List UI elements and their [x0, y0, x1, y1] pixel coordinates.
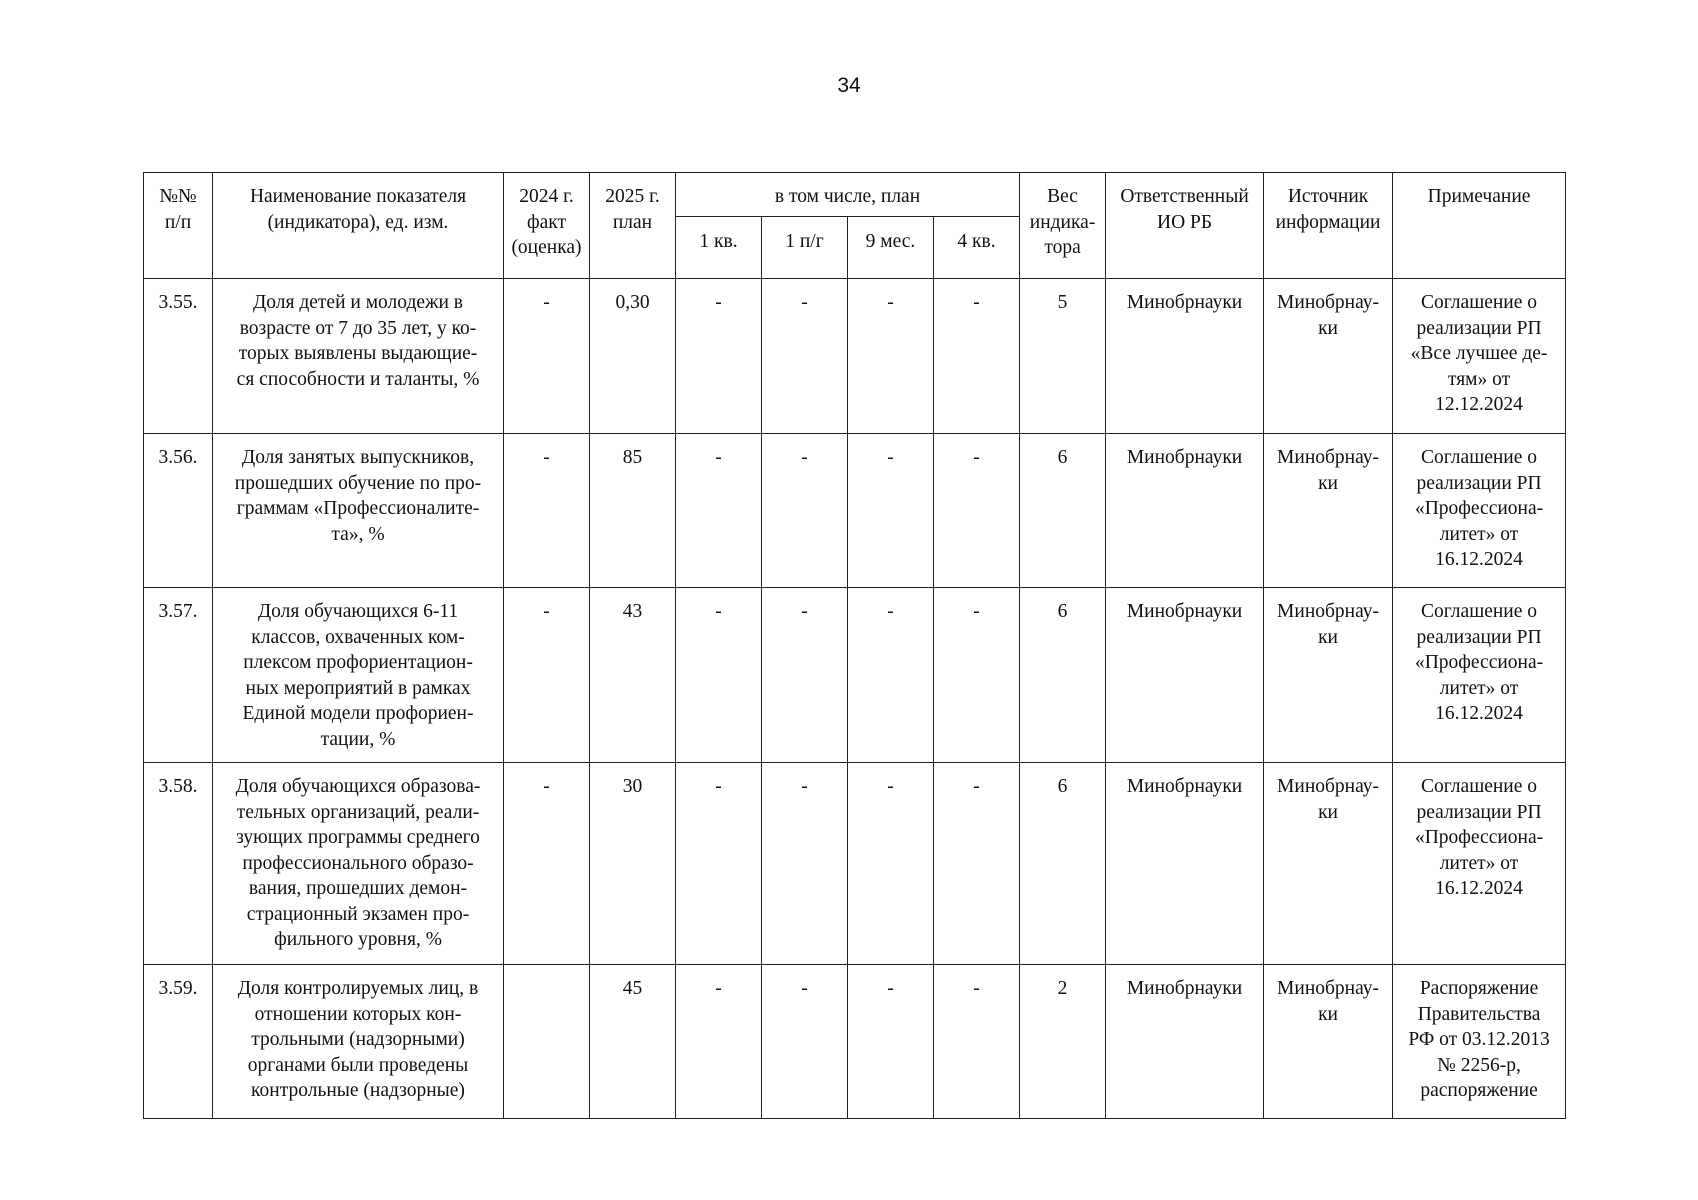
cell-h1: - [762, 965, 848, 1119]
cell-q4: - [934, 965, 1020, 1119]
cell-plan-2025: 43 [590, 588, 676, 763]
cell-h1: - [762, 434, 848, 588]
header-source: Источник информации [1264, 173, 1393, 279]
cell-q4: - [934, 763, 1020, 965]
header-note: Примечание [1393, 173, 1566, 279]
page-number: 34 [837, 74, 861, 97]
cell-q1: - [676, 965, 762, 1119]
cell-num: 3.59. [144, 965, 213, 1119]
cell-q4: - [934, 588, 1020, 763]
cell-9-months: - [848, 763, 934, 965]
cell-name: Доля контролируемых лиц, в отношении которых кон- трольными (надзорными) органами были проведены контрольные (надзорные) [213, 965, 504, 1119]
cell-9-months: - [848, 965, 934, 1119]
cell-plan-2025: 0,30 [590, 279, 676, 434]
cell-q1: - [676, 279, 762, 434]
cell-q1: - [676, 588, 762, 763]
cell-name: Доля занятых выпускников, прошедших обучение по про- граммам «Профессионалите- та», % [213, 434, 504, 588]
table-row [144, 965, 1566, 1119]
cell-name: Доля обучающихся образова- тельных организаций, реали- зующих программы среднего профессионального образо- вания, прошедших демон- страционный экзамен про- фильного уровня, % [213, 763, 504, 965]
header-including-plan: в том числе, план [676, 173, 1020, 217]
cell-fact-2024: - [504, 763, 590, 965]
indicators-table [143, 172, 1566, 1119]
cell-source: Минобрнау- ки [1264, 434, 1393, 588]
header-weight: Вес индика- тора [1020, 173, 1106, 279]
cell-h1: - [762, 588, 848, 763]
cell-fact-2024: - [504, 434, 590, 588]
cell-note: Соглашение о реализации РП «Все лучшее де- тям» от 12.12.2024 [1393, 279, 1566, 434]
header-q4: 4 кв. [934, 217, 1020, 279]
cell-9-months: - [848, 434, 934, 588]
cell-name: Доля обучающихся 6-11 классов, охваченных ком- плексом профориентацион- ных мероприятий в рамках Единой модели профориен- тации, % [213, 588, 504, 763]
cell-fact-2024: - [504, 588, 590, 763]
cell-weight: 2 [1020, 965, 1106, 1119]
cell-q4: - [934, 434, 1020, 588]
cell-note: Распоряжение Правительства РФ от 03.12.2013 № 2256-р, распоряжение [1393, 965, 1566, 1119]
cell-9-months: - [848, 588, 934, 763]
cell-responsible: Минобрнауки [1106, 434, 1264, 588]
cell-num: 3.58. [144, 763, 213, 965]
cell-weight: 6 [1020, 763, 1106, 965]
header-h1: 1 п/г [762, 217, 848, 279]
cell-h1: - [762, 763, 848, 965]
header-num: №№ п/п [144, 173, 213, 279]
cell-weight: 5 [1020, 279, 1106, 434]
cell-source: Минобрнау- ки [1264, 588, 1393, 763]
cell-responsible: Минобрнауки [1106, 965, 1264, 1119]
table-row [144, 434, 1566, 588]
cell-plan-2025: 45 [590, 965, 676, 1119]
cell-note: Соглашение о реализации РП «Профессиона- литет» от 16.12.2024 [1393, 763, 1566, 965]
cell-note: Соглашение о реализации РП «Профессиона- литет» от 16.12.2024 [1393, 434, 1566, 588]
cell-q4: - [934, 279, 1020, 434]
cell-9-months: - [848, 279, 934, 434]
cell-note: Соглашение о реализации РП «Профессиона- литет» от 16.12.2024 [1393, 588, 1566, 763]
cell-weight: 6 [1020, 434, 1106, 588]
cell-name: Доля детей и молодежи в возрасте от 7 до 35 лет, у ко- торых выявлены выдающие- ся способности и таланты, % [213, 279, 504, 434]
cell-num: 3.57. [144, 588, 213, 763]
header-name: Наименование показателя (индикатора), ед. изм. [213, 173, 504, 279]
header-responsible: Ответственный ИО РБ [1106, 173, 1264, 279]
cell-fact-2024 [504, 965, 590, 1119]
cell-weight: 6 [1020, 588, 1106, 763]
cell-source: Минобрнау- ки [1264, 763, 1393, 965]
header-q1: 1 кв. [676, 217, 762, 279]
cell-fact-2024: - [504, 279, 590, 434]
table-row [144, 763, 1566, 965]
cell-num: 3.55. [144, 279, 213, 434]
table-row [144, 588, 1566, 763]
cell-num: 3.56. [144, 434, 213, 588]
cell-plan-2025: 85 [590, 434, 676, 588]
cell-q1: - [676, 434, 762, 588]
cell-responsible: Минобрнауки [1106, 279, 1264, 434]
cell-source: Минобрнау- ки [1264, 965, 1393, 1119]
header-row [144, 173, 1566, 217]
cell-q1: - [676, 763, 762, 965]
cell-source: Минобрнау- ки [1264, 279, 1393, 434]
cell-responsible: Минобрнауки [1106, 763, 1264, 965]
table-row [144, 279, 1566, 434]
cell-h1: - [762, 279, 848, 434]
cell-responsible: Минобрнауки [1106, 588, 1264, 763]
header-plan-2025: 2025 г. план [590, 173, 676, 279]
header-fact-2024: 2024 г. факт (оценка) [504, 173, 590, 279]
cell-plan-2025: 30 [590, 763, 676, 965]
header-9-months: 9 мес. [848, 217, 934, 279]
